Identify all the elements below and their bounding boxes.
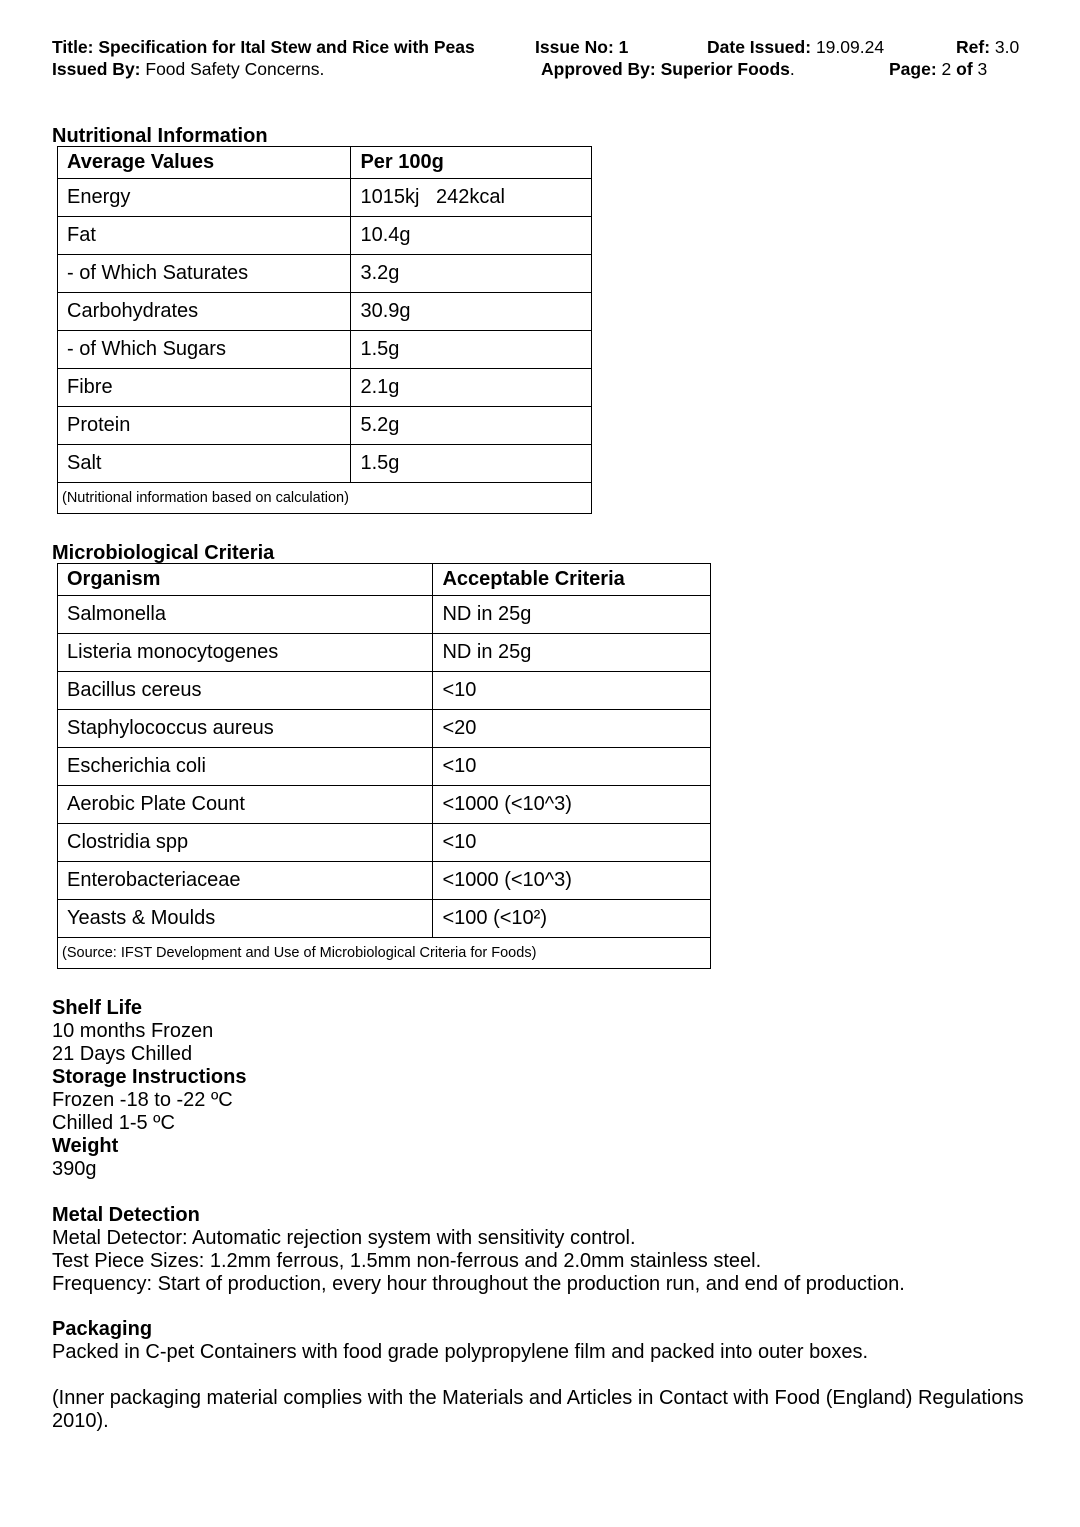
- row-value-cell: 5.2g: [351, 407, 592, 445]
- table-row: [58, 900, 711, 938]
- row-value-cell: 10.4g: [351, 217, 592, 255]
- row-value-cell: <1000 (<10^3): [433, 862, 711, 900]
- shelf-life-heading: Shelf Life: [52, 997, 143, 1019]
- metal-detection-line: Test Piece Sizes: 1.2mm ferrous, 1.5mm non-ferrous and 2.0mm stainless steel.: [52, 1250, 762, 1272]
- table-row: [58, 786, 711, 824]
- page-number: Page: 2 of 3: [889, 59, 988, 79]
- row-label-cell: Salmonella: [58, 596, 433, 634]
- storage-line: Frozen -18 to -22 ºC: [52, 1089, 233, 1111]
- table-note-row: [58, 483, 592, 514]
- row-label-cell: Enterobacteriaceae: [58, 862, 433, 900]
- nutrition-table: [57, 146, 592, 514]
- shelf-life-line: 21 Days Chilled: [52, 1043, 193, 1065]
- row-value-cell: <20: [433, 710, 711, 748]
- row-value-cell: 1015kj 242kcal: [351, 179, 592, 217]
- micro-title: Microbiological Criteria: [52, 542, 275, 564]
- table-row: [58, 445, 592, 483]
- row-label-cell: Carbohydrates: [58, 293, 351, 331]
- row-value-cell: 1.5g: [351, 331, 592, 369]
- row-label-cell: Listeria monocytogenes: [58, 634, 433, 672]
- packaging-line: Packed in C-pet Containers with food grade polypropylene film and packed into outer boxes.: [52, 1341, 869, 1363]
- table-row: [58, 748, 711, 786]
- approved-by: Approved By: Superior Foods.: [541, 59, 795, 79]
- storage-heading: Storage Instructions: [52, 1066, 247, 1088]
- table-row: [58, 862, 711, 900]
- packaging-compliance-line: (Inner packaging material complies with the Materials and Articles in Contact with Food (England) Regulations: [52, 1387, 1024, 1409]
- row-value-cell: 30.9g: [351, 293, 592, 331]
- table-header-row: [58, 564, 711, 596]
- shelf-life-line: 10 months Frozen: [52, 1020, 214, 1042]
- date-issued: Date Issued: 19.09.24: [707, 37, 885, 57]
- packaging-heading: Packaging: [52, 1318, 153, 1340]
- table-row: [58, 293, 592, 331]
- row-label-cell: Clostridia spp: [58, 824, 433, 862]
- metal-detection-block: [52, 1204, 905, 1296]
- row-label-cell: Fat: [58, 217, 351, 255]
- metal-detection-line: Frequency: Start of production, every hour throughout the production run, and end of production.: [52, 1273, 905, 1295]
- issued-by: Issued By: Food Safety Concerns.: [52, 59, 325, 79]
- row-label-cell: Fibre: [58, 369, 351, 407]
- column-header: Acceptable Criteria: [433, 564, 711, 596]
- row-label-cell: - of Which Saturates: [58, 255, 351, 293]
- row-value-cell: ND in 25g: [433, 634, 711, 672]
- row-label-cell: Yeasts & Moulds: [58, 900, 433, 938]
- micro-table: [57, 563, 711, 969]
- column-header: Organism: [58, 564, 433, 596]
- micro-note: (Source: IFST Development and Use of Microbiological Criteria for Foods): [58, 938, 711, 969]
- column-header: Average Values: [58, 147, 351, 179]
- table-row: [58, 331, 592, 369]
- table-row: [58, 672, 711, 710]
- row-value-cell: <10: [433, 824, 711, 862]
- row-value-cell: <10: [433, 748, 711, 786]
- nutrition-note: (Nutritional information based on calculation): [58, 483, 592, 514]
- row-value-cell: <100 (<10²): [433, 900, 711, 938]
- reference: Ref: 3.0: [956, 37, 1020, 57]
- table-row: [58, 824, 711, 862]
- table-row: [58, 710, 711, 748]
- packaging-block: [52, 1318, 1024, 1433]
- shelf-storage-weight-block: [52, 997, 246, 1181]
- table-row: [58, 634, 711, 672]
- weight-value: 390g: [52, 1158, 97, 1180]
- weight-heading: Weight: [52, 1135, 119, 1157]
- row-value-cell: 3.2g: [351, 255, 592, 293]
- doc-title: Title: Specification for Ital Stew and Rice with Peas: [52, 37, 475, 57]
- row-label-cell: Salt: [58, 445, 351, 483]
- table-row: [58, 179, 592, 217]
- metal-detection-heading: Metal Detection: [52, 1204, 200, 1226]
- nutrition-title: Nutritional Information: [52, 125, 268, 147]
- row-label-cell: Escherichia coli: [58, 748, 433, 786]
- packaging-compliance-line: 2010).: [52, 1410, 109, 1432]
- column-header: Per 100g: [351, 147, 592, 179]
- row-value-cell: 1.5g: [351, 445, 592, 483]
- row-value-cell: <10: [433, 672, 711, 710]
- row-label-cell: Staphylococcus aureus: [58, 710, 433, 748]
- table-row: [58, 596, 711, 634]
- row-value-cell: <1000 (<10^3): [433, 786, 711, 824]
- table-note-row: [58, 938, 711, 969]
- metal-detection-line: Metal Detector: Automatic rejection system with sensitivity control.: [52, 1227, 636, 1249]
- table-row: [58, 217, 592, 255]
- row-label-cell: Energy: [58, 179, 351, 217]
- row-label-cell: - of Which Sugars: [58, 331, 351, 369]
- row-value-cell: 2.1g: [351, 369, 592, 407]
- row-label-cell: Protein: [58, 407, 351, 445]
- table-row: [58, 255, 592, 293]
- storage-line: Chilled 1-5 ºC: [52, 1112, 175, 1134]
- row-label-cell: Aerobic Plate Count: [58, 786, 433, 824]
- row-label-cell: Bacillus cereus: [58, 672, 433, 710]
- table-row: [58, 369, 592, 407]
- table-row: [58, 407, 592, 445]
- table-header-row: [58, 147, 592, 179]
- issue-number: Issue No: 1: [535, 37, 629, 57]
- row-value-cell: ND in 25g: [433, 596, 711, 634]
